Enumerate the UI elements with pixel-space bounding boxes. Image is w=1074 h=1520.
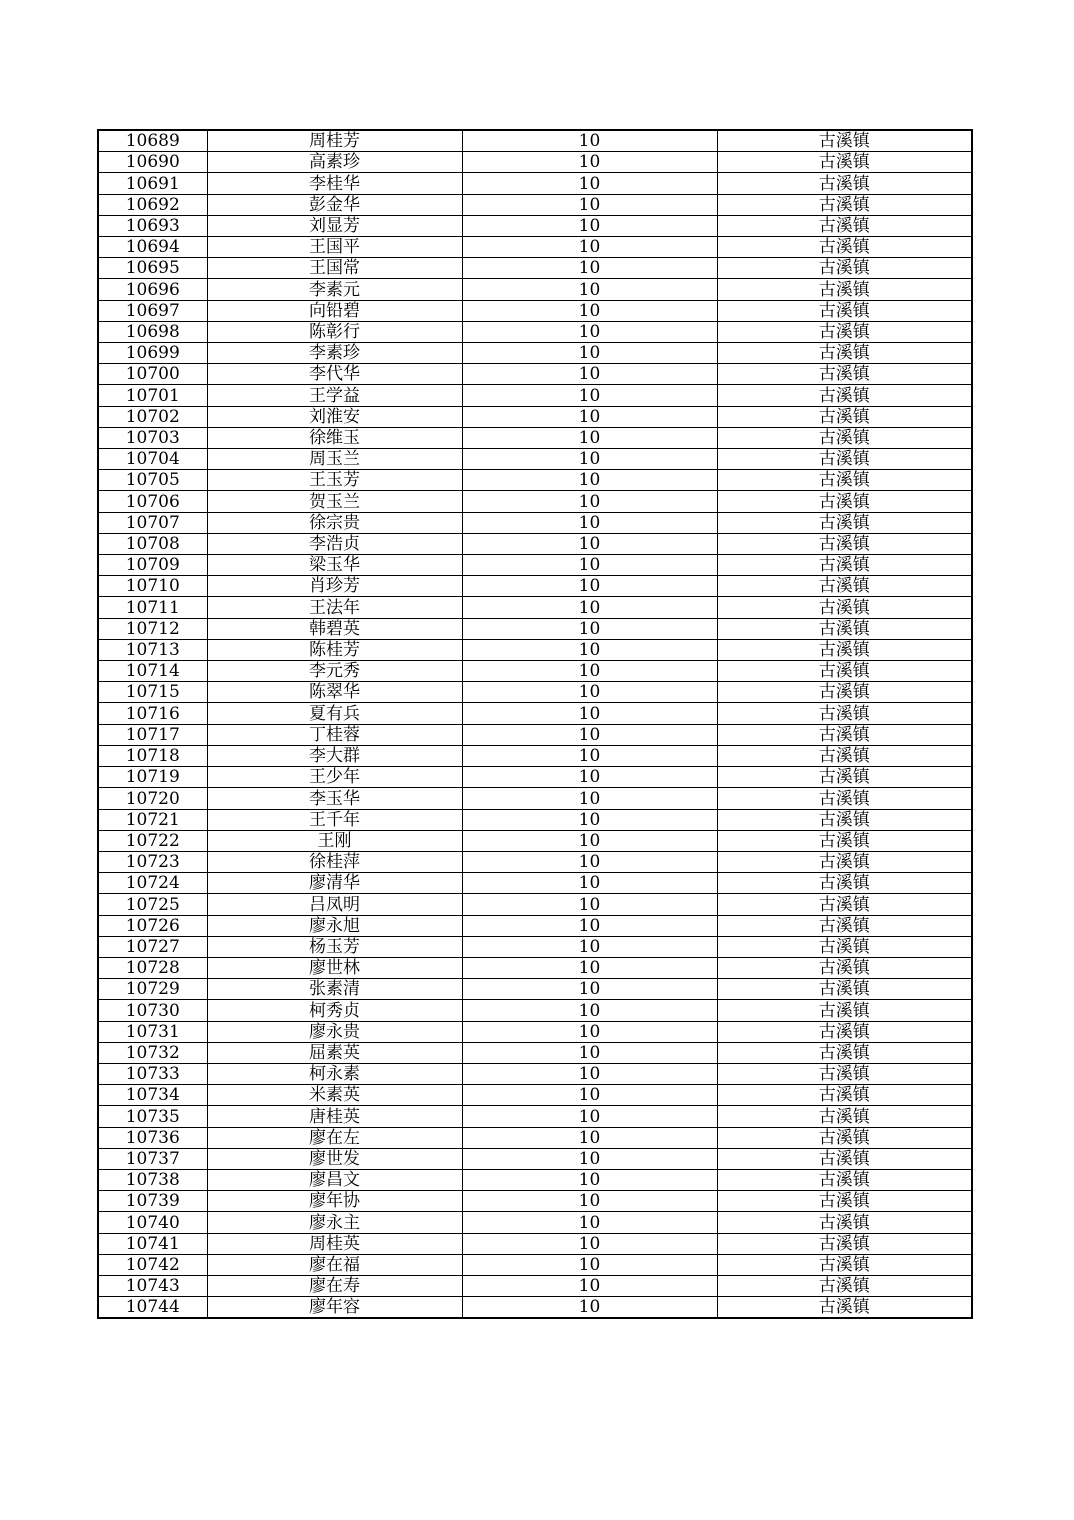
amount-cell: 10	[462, 830, 717, 851]
town-cell: 古溪镇	[717, 1191, 972, 1212]
amount-cell: 10	[462, 873, 717, 894]
amount-cell: 10	[462, 1063, 717, 1084]
table-row	[98, 279, 972, 300]
table-body	[98, 130, 972, 1318]
town-cell: 古溪镇	[717, 343, 972, 364]
town-cell: 古溪镇	[717, 894, 972, 915]
town-cell: 古溪镇	[717, 703, 972, 724]
town-cell: 古溪镇	[717, 385, 972, 406]
table-row	[98, 957, 972, 978]
town-cell: 古溪镇	[717, 1042, 972, 1063]
amount-cell: 10	[462, 703, 717, 724]
row-number-cell: 10742	[98, 1254, 207, 1275]
amount-cell: 10	[462, 1254, 717, 1275]
row-number-cell: 10717	[98, 724, 207, 745]
town-cell: 古溪镇	[717, 1148, 972, 1169]
name-cell: 夏有兵	[207, 703, 462, 724]
town-cell: 古溪镇	[717, 449, 972, 470]
town-cell: 古溪镇	[717, 173, 972, 194]
amount-cell: 10	[462, 1021, 717, 1042]
amount-cell: 10	[462, 767, 717, 788]
name-cell: 向铅碧	[207, 300, 462, 321]
row-number-cell: 10713	[98, 639, 207, 660]
amount-cell: 10	[462, 215, 717, 236]
town-cell: 古溪镇	[717, 830, 972, 851]
town-cell: 古溪镇	[717, 1233, 972, 1254]
row-number-cell: 10706	[98, 491, 207, 512]
row-number-cell: 10729	[98, 979, 207, 1000]
town-cell: 古溪镇	[717, 682, 972, 703]
amount-cell: 10	[462, 745, 717, 766]
name-cell: 廖世发	[207, 1148, 462, 1169]
amount-cell: 10	[462, 788, 717, 809]
name-cell: 陈桂芳	[207, 639, 462, 660]
name-cell: 徐宗贵	[207, 512, 462, 533]
table-row	[98, 979, 972, 1000]
row-number-cell: 10736	[98, 1127, 207, 1148]
table-row	[98, 1085, 972, 1106]
name-cell: 柯永素	[207, 1063, 462, 1084]
town-cell: 古溪镇	[717, 724, 972, 745]
amount-cell: 10	[462, 343, 717, 364]
table-row	[98, 724, 972, 745]
name-cell: 高素珍	[207, 152, 462, 173]
name-cell: 柯秀贞	[207, 1000, 462, 1021]
row-number-cell: 10703	[98, 427, 207, 448]
amount-cell: 10	[462, 957, 717, 978]
amount-cell: 10	[462, 1148, 717, 1169]
name-cell: 丁桂蓉	[207, 724, 462, 745]
table-row	[98, 661, 972, 682]
town-cell: 古溪镇	[717, 957, 972, 978]
row-number-cell: 10737	[98, 1148, 207, 1169]
town-cell: 古溪镇	[717, 1085, 972, 1106]
town-cell: 古溪镇	[717, 1297, 972, 1319]
row-number-cell: 10734	[98, 1085, 207, 1106]
name-cell: 李素珍	[207, 343, 462, 364]
name-cell: 廖清华	[207, 873, 462, 894]
row-number-cell: 10711	[98, 597, 207, 618]
name-cell: 廖年容	[207, 1297, 462, 1319]
table-row	[98, 152, 972, 173]
amount-cell: 10	[462, 237, 717, 258]
town-cell: 古溪镇	[717, 915, 972, 936]
town-cell: 古溪镇	[717, 809, 972, 830]
town-cell: 古溪镇	[717, 427, 972, 448]
table-row	[98, 237, 972, 258]
amount-cell: 10	[462, 724, 717, 745]
row-number-cell: 10712	[98, 618, 207, 639]
row-number-cell: 10727	[98, 936, 207, 957]
name-cell: 李代华	[207, 364, 462, 385]
table-row	[98, 194, 972, 215]
amount-cell: 10	[462, 1169, 717, 1190]
data-table	[97, 129, 973, 1319]
amount-cell: 10	[462, 618, 717, 639]
town-cell: 古溪镇	[717, 618, 972, 639]
name-cell: 廖年协	[207, 1191, 462, 1212]
table-row	[98, 873, 972, 894]
town-cell: 古溪镇	[717, 1021, 972, 1042]
name-cell: 周桂英	[207, 1233, 462, 1254]
amount-cell: 10	[462, 1297, 717, 1319]
table-row	[98, 512, 972, 533]
row-number-cell: 10699	[98, 343, 207, 364]
row-number-cell: 10726	[98, 915, 207, 936]
name-cell: 李素元	[207, 279, 462, 300]
table-row	[98, 703, 972, 724]
town-cell: 古溪镇	[717, 1212, 972, 1233]
name-cell: 吕凤明	[207, 894, 462, 915]
amount-cell: 10	[462, 1127, 717, 1148]
table-row	[98, 618, 972, 639]
name-cell: 徐维玉	[207, 427, 462, 448]
table-row	[98, 767, 972, 788]
name-cell: 梁玉华	[207, 555, 462, 576]
table-row	[98, 1169, 972, 1190]
amount-cell: 10	[462, 470, 717, 491]
name-cell: 徐桂萍	[207, 851, 462, 872]
town-cell: 古溪镇	[717, 279, 972, 300]
name-cell: 廖在福	[207, 1254, 462, 1275]
amount-cell: 10	[462, 1212, 717, 1233]
amount-cell: 10	[462, 936, 717, 957]
row-number-cell: 10730	[98, 1000, 207, 1021]
row-number-cell: 10704	[98, 449, 207, 470]
amount-cell: 10	[462, 1191, 717, 1212]
name-cell: 王玉芳	[207, 470, 462, 491]
table-row	[98, 1127, 972, 1148]
town-cell: 古溪镇	[717, 533, 972, 554]
row-number-cell: 10707	[98, 512, 207, 533]
name-cell: 王千年	[207, 809, 462, 830]
table-row	[98, 745, 972, 766]
table-row	[98, 215, 972, 236]
town-cell: 古溪镇	[717, 130, 972, 152]
amount-cell: 10	[462, 639, 717, 660]
row-number-cell: 10695	[98, 258, 207, 279]
name-cell: 彭金华	[207, 194, 462, 215]
town-cell: 古溪镇	[717, 1000, 972, 1021]
town-cell: 古溪镇	[717, 237, 972, 258]
amount-cell: 10	[462, 533, 717, 554]
row-number-cell: 10724	[98, 873, 207, 894]
amount-cell: 10	[462, 915, 717, 936]
town-cell: 古溪镇	[717, 321, 972, 342]
amount-cell: 10	[462, 1233, 717, 1254]
name-cell: 周玉兰	[207, 449, 462, 470]
town-cell: 古溪镇	[717, 1275, 972, 1296]
table-row	[98, 1275, 972, 1296]
amount-cell: 10	[462, 385, 717, 406]
town-cell: 古溪镇	[717, 1127, 972, 1148]
row-number-cell: 10716	[98, 703, 207, 724]
name-cell: 屈素英	[207, 1042, 462, 1063]
row-number-cell: 10708	[98, 533, 207, 554]
amount-cell: 10	[462, 364, 717, 385]
amount-cell: 10	[462, 597, 717, 618]
table-row	[98, 1063, 972, 1084]
name-cell: 廖世林	[207, 957, 462, 978]
name-cell: 王国平	[207, 237, 462, 258]
name-cell: 米素英	[207, 1085, 462, 1106]
row-number-cell: 10731	[98, 1021, 207, 1042]
table-row	[98, 1233, 972, 1254]
town-cell: 古溪镇	[717, 745, 972, 766]
amount-cell: 10	[462, 279, 717, 300]
amount-cell: 10	[462, 258, 717, 279]
table-row	[98, 915, 972, 936]
town-cell: 古溪镇	[717, 639, 972, 660]
amount-cell: 10	[462, 130, 717, 152]
town-cell: 古溪镇	[717, 194, 972, 215]
row-number-cell: 10732	[98, 1042, 207, 1063]
town-cell: 古溪镇	[717, 300, 972, 321]
name-cell: 贺玉兰	[207, 491, 462, 512]
town-cell: 古溪镇	[717, 1169, 972, 1190]
row-number-cell: 10720	[98, 788, 207, 809]
town-cell: 古溪镇	[717, 258, 972, 279]
row-number-cell: 10709	[98, 555, 207, 576]
town-cell: 古溪镇	[717, 873, 972, 894]
row-number-cell: 10689	[98, 130, 207, 152]
amount-cell: 10	[462, 1000, 717, 1021]
table-row	[98, 1021, 972, 1042]
table-row	[98, 788, 972, 809]
town-cell: 古溪镇	[717, 470, 972, 491]
amount-cell: 10	[462, 894, 717, 915]
amount-cell: 10	[462, 173, 717, 194]
amount-cell: 10	[462, 661, 717, 682]
name-cell: 廖永旭	[207, 915, 462, 936]
table-row	[98, 1000, 972, 1021]
town-cell: 古溪镇	[717, 512, 972, 533]
amount-cell: 10	[462, 491, 717, 512]
row-number-cell: 10701	[98, 385, 207, 406]
name-cell: 杨玉芳	[207, 936, 462, 957]
row-number-cell: 10723	[98, 851, 207, 872]
town-cell: 古溪镇	[717, 1063, 972, 1084]
name-cell: 廖永贵	[207, 1021, 462, 1042]
row-number-cell: 10744	[98, 1297, 207, 1319]
town-cell: 古溪镇	[717, 406, 972, 427]
table-row	[98, 936, 972, 957]
row-number-cell: 10702	[98, 406, 207, 427]
row-number-cell: 10738	[98, 1169, 207, 1190]
name-cell: 陈彰行	[207, 321, 462, 342]
row-number-cell: 10696	[98, 279, 207, 300]
name-cell: 王法年	[207, 597, 462, 618]
row-number-cell: 10739	[98, 1191, 207, 1212]
table-row	[98, 1106, 972, 1127]
name-cell: 李元秀	[207, 661, 462, 682]
amount-cell: 10	[462, 1275, 717, 1296]
amount-cell: 10	[462, 152, 717, 173]
amount-cell: 10	[462, 427, 717, 448]
table-row	[98, 639, 972, 660]
table-row	[98, 1148, 972, 1169]
row-number-cell: 10733	[98, 1063, 207, 1084]
name-cell: 廖永主	[207, 1212, 462, 1233]
row-number-cell: 10705	[98, 470, 207, 491]
table-row	[98, 1042, 972, 1063]
row-number-cell: 10741	[98, 1233, 207, 1254]
amount-cell: 10	[462, 1085, 717, 1106]
table-row	[98, 470, 972, 491]
table-row	[98, 427, 972, 448]
row-number-cell: 10718	[98, 745, 207, 766]
row-number-cell: 10719	[98, 767, 207, 788]
name-cell: 刘淮安	[207, 406, 462, 427]
amount-cell: 10	[462, 300, 717, 321]
table-row	[98, 385, 972, 406]
name-cell: 廖昌文	[207, 1169, 462, 1190]
amount-cell: 10	[462, 406, 717, 427]
table-row	[98, 576, 972, 597]
town-cell: 古溪镇	[717, 491, 972, 512]
town-cell: 古溪镇	[717, 576, 972, 597]
table-row	[98, 258, 972, 279]
table-row	[98, 1191, 972, 1212]
row-number-cell: 10721	[98, 809, 207, 830]
table-row	[98, 491, 972, 512]
table-row	[98, 300, 972, 321]
row-number-cell: 10710	[98, 576, 207, 597]
table-row	[98, 533, 972, 554]
name-cell: 王国常	[207, 258, 462, 279]
table-row	[98, 1254, 972, 1275]
name-cell: 廖在左	[207, 1127, 462, 1148]
amount-cell: 10	[462, 1042, 717, 1063]
table-row	[98, 321, 972, 342]
town-cell: 古溪镇	[717, 1106, 972, 1127]
table-row	[98, 406, 972, 427]
town-cell: 古溪镇	[717, 364, 972, 385]
town-cell: 古溪镇	[717, 597, 972, 618]
amount-cell: 10	[462, 555, 717, 576]
town-cell: 古溪镇	[717, 215, 972, 236]
table-row	[98, 130, 972, 152]
row-number-cell: 10697	[98, 300, 207, 321]
table-row	[98, 597, 972, 618]
row-number-cell: 10692	[98, 194, 207, 215]
amount-cell: 10	[462, 194, 717, 215]
amount-cell: 10	[462, 851, 717, 872]
amount-cell: 10	[462, 809, 717, 830]
table-row	[98, 343, 972, 364]
name-cell: 廖在寿	[207, 1275, 462, 1296]
amount-cell: 10	[462, 682, 717, 703]
row-number-cell: 10725	[98, 894, 207, 915]
table-row	[98, 894, 972, 915]
row-number-cell: 10693	[98, 215, 207, 236]
name-cell: 陈翠华	[207, 682, 462, 703]
town-cell: 古溪镇	[717, 851, 972, 872]
amount-cell: 10	[462, 576, 717, 597]
town-cell: 古溪镇	[717, 555, 972, 576]
name-cell: 王少年	[207, 767, 462, 788]
table-row	[98, 682, 972, 703]
table-row	[98, 851, 972, 872]
amount-cell: 10	[462, 1106, 717, 1127]
table-row	[98, 555, 972, 576]
row-number-cell: 10714	[98, 661, 207, 682]
row-number-cell: 10735	[98, 1106, 207, 1127]
table-row	[98, 449, 972, 470]
table-row	[98, 1297, 972, 1319]
town-cell: 古溪镇	[717, 1254, 972, 1275]
name-cell: 韩碧英	[207, 618, 462, 639]
name-cell: 肖珍芳	[207, 576, 462, 597]
table-row	[98, 830, 972, 851]
town-cell: 古溪镇	[717, 979, 972, 1000]
name-cell: 李玉华	[207, 788, 462, 809]
table-row	[98, 1212, 972, 1233]
name-cell: 周桂芳	[207, 130, 462, 152]
amount-cell: 10	[462, 979, 717, 1000]
row-number-cell: 10740	[98, 1212, 207, 1233]
amount-cell: 10	[462, 512, 717, 533]
row-number-cell: 10700	[98, 364, 207, 385]
table-row	[98, 364, 972, 385]
row-number-cell: 10698	[98, 321, 207, 342]
name-cell: 刘显芳	[207, 215, 462, 236]
row-number-cell: 10690	[98, 152, 207, 173]
name-cell: 李大群	[207, 745, 462, 766]
town-cell: 古溪镇	[717, 788, 972, 809]
row-number-cell: 10722	[98, 830, 207, 851]
name-cell: 李桂华	[207, 173, 462, 194]
town-cell: 古溪镇	[717, 936, 972, 957]
table-row	[98, 173, 972, 194]
name-cell: 王刚	[207, 830, 462, 851]
row-number-cell: 10715	[98, 682, 207, 703]
name-cell: 唐桂英	[207, 1106, 462, 1127]
town-cell: 古溪镇	[717, 767, 972, 788]
town-cell: 古溪镇	[717, 152, 972, 173]
row-number-cell: 10743	[98, 1275, 207, 1296]
amount-cell: 10	[462, 321, 717, 342]
town-cell: 古溪镇	[717, 661, 972, 682]
row-number-cell: 10728	[98, 957, 207, 978]
name-cell: 王学益	[207, 385, 462, 406]
table-row	[98, 809, 972, 830]
amount-cell: 10	[462, 449, 717, 470]
row-number-cell: 10691	[98, 173, 207, 194]
name-cell: 李浩贞	[207, 533, 462, 554]
row-number-cell: 10694	[98, 237, 207, 258]
name-cell: 张素清	[207, 979, 462, 1000]
